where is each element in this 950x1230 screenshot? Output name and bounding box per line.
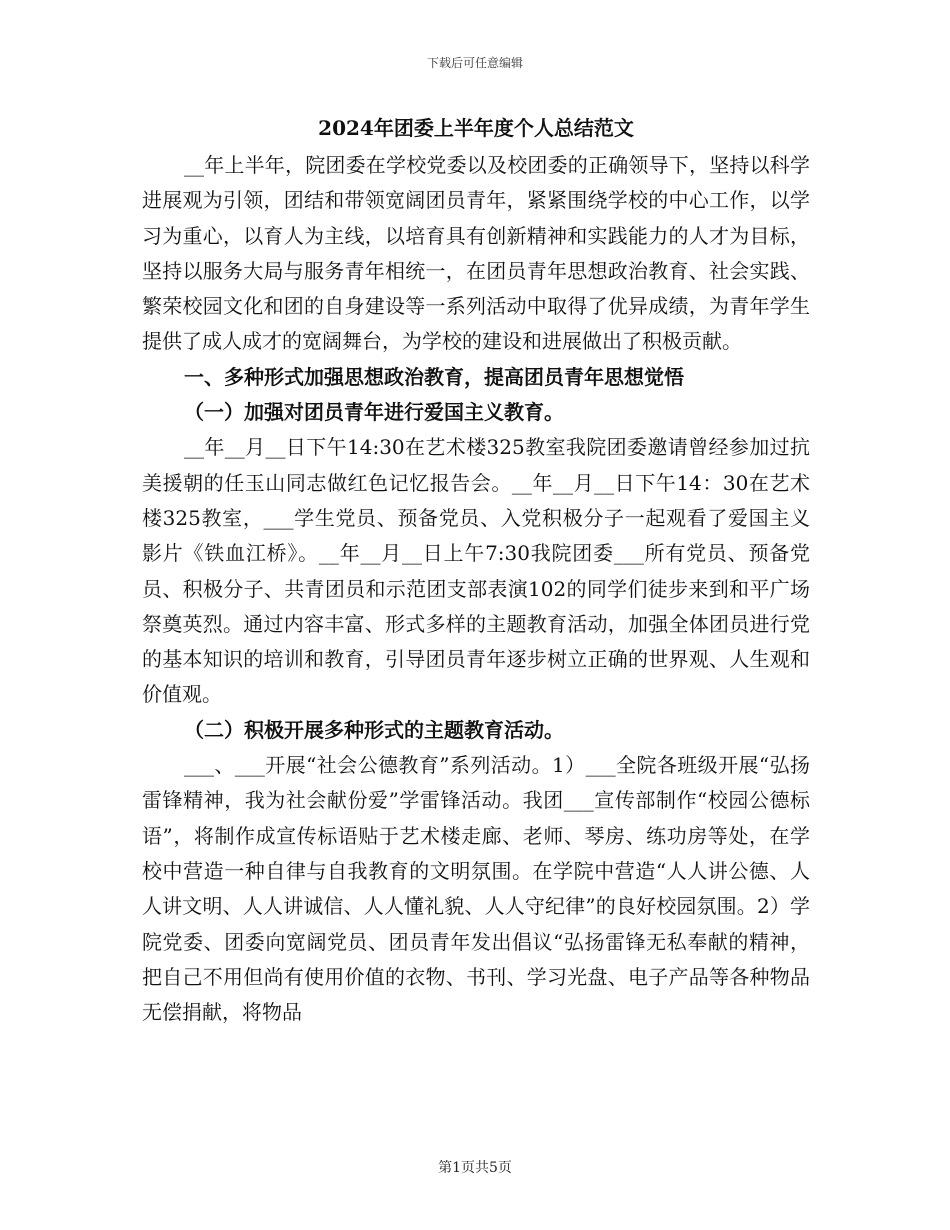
subsection-heading-2: （二）积极开展多种形式的主题教育活动。 [184, 717, 564, 742]
section-heading-1: 一、多种形式加强思想政治教育，提高团员青年思想觉悟 [184, 364, 684, 389]
document-body [142, 112, 810, 1030]
subsection-paragraph-1: __年__月__日下午14:30在艺术楼325教室我院团委邀请曾经参加过抗美援朝的任玉山同志做红色记忆报告会。__年__月__日下午14：30在艺术楼325教室，___学生党员、预备党员、入党积极分子一起观看了爱国主义影片《铁血江桥》。__年__月__日上午7:30我院团委___所有党员、预备党员、积极分子、共青团员和示范团支部表演102的同学们徒步来到和平广场祭奠英烈。通过内容丰富、形式多样的主题教育活动，加强全体团员进行党的基本知识的培训和教育，引导团员青年逐步树立正确的世界观、人生观和价值观。 [142, 435, 810, 707]
header-note: 下载后可任意编辑 [426, 56, 523, 70]
page-number: 第1页共5页 [438, 1160, 512, 1176]
subsection-paragraph-2: ___、___开展“社会公德教育”系列活动。1）___全院各班级开展“弘扬雷锋精神，我为社会献份爱”学雷锋活动。我团___宣传部制作“校园公德标语”，将制作成宣传标语贴于艺术楼走廊、老师、琴房、练功房等处，在学校中营造一种自律与自我教育的文明氛围。在学院中营造“人人讲公德、人人讲文明、人人讲诚信、人人懂礼貌、人人守纪律”的良好校园氛围。2）学院党委、团委向宽阔党员、团员青年发出倡议“弘扬雷锋无私奉献的精神，把自己不用但尚有使用价值的衣物、书刊、学习光盘、电子产品等各种物品无偿捐献，将物品 [142, 753, 810, 1025]
document-title: 2024年团委上半年度个人总结范文 [318, 116, 634, 140]
subsection-heading-1: （一）加强对团员青年进行爱国主义教育。 [184, 400, 564, 425]
intro-paragraph: __年上半年，院团委在学校党委以及校团委的正确领导下，坚持以科学进展观为引领，团结和带领宽阔团员青年，紧紧围绕学校的中心工作，以学习为重心，以育人为主线，以培育具有创新精神和实践能力的人才为目标，坚持以服务大局与服务青年相统一，在团员青年思想政治教育、社会实践、繁荣校园文化和团的自身建设等一系列活动中取得了优异成绩，为青年学生提供了成人成才的宽阔舞台，为学校的建设和进展做出了积极贡献。 [142, 153, 810, 354]
